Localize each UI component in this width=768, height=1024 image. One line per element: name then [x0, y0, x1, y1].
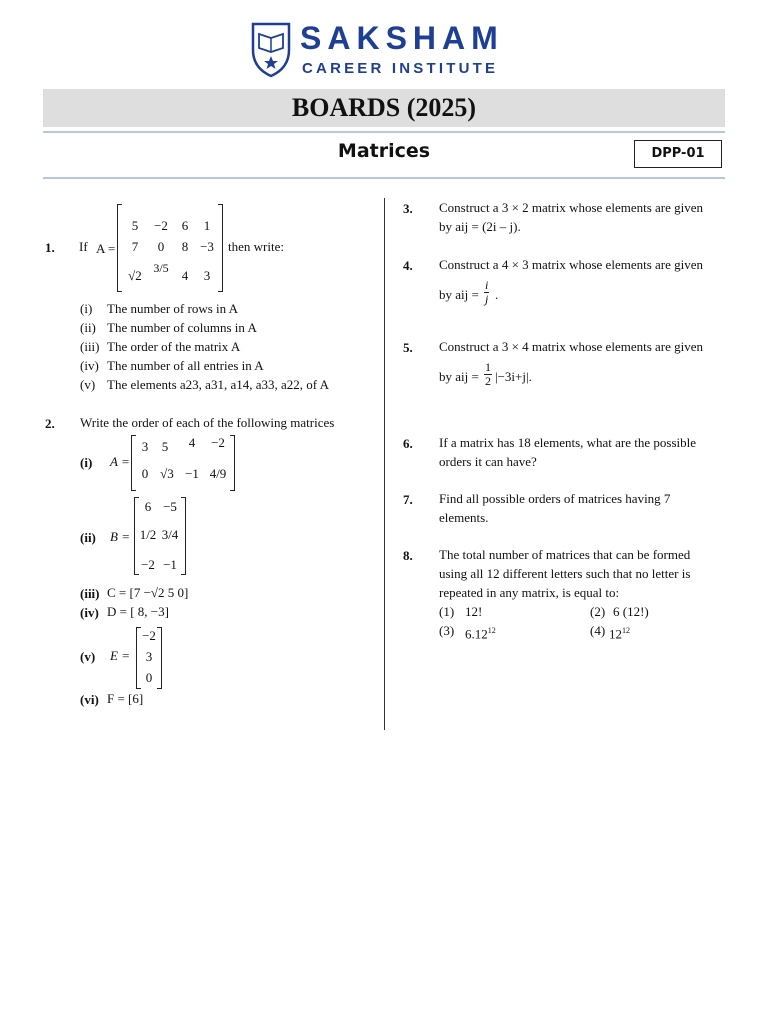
- matrix-cell: √3: [160, 466, 174, 481]
- matrix-cell: 1: [203, 218, 211, 233]
- q8-option-text: 6 (12!): [613, 604, 649, 619]
- q4-period: .: [495, 287, 499, 302]
- q2-v-matrix: [136, 627, 162, 689]
- matrix-cell: −3: [200, 239, 214, 254]
- q7-number: 7.: [403, 492, 413, 507]
- page-title: BOARDS (2025): [291, 93, 477, 122]
- q8-option-label: (1): [439, 604, 455, 619]
- matrix-cell-fraction: 3/4: [161, 527, 179, 542]
- q5-line-b: |−3i+j|.: [495, 369, 532, 384]
- q8-line: repeated in any matrix, is equal to:: [439, 585, 620, 600]
- q1-then: then write:: [228, 239, 284, 254]
- q1-item-label: (iii): [80, 339, 100, 354]
- matrix-cell-fraction: 3/5: [153, 261, 169, 275]
- matrix-cell-fraction: 4/9: [209, 466, 227, 481]
- matrix-cell: −1: [185, 466, 199, 481]
- q6-line: If a matrix has 18 elements, what are the possible: [439, 435, 697, 450]
- q3-line: Construct a 3 × 2 matrix whose elements are given: [439, 200, 704, 215]
- q2-iii-label: (iii): [80, 586, 100, 601]
- q1-item-text: The number of columns in A: [107, 320, 257, 335]
- q7-line: Find all possible orders of matrices having 7: [439, 491, 671, 506]
- column-divider: [384, 198, 385, 730]
- q1-matrix: [117, 204, 223, 292]
- q4-fraction: $\frac{i}{j}$: [485, 278, 489, 306]
- institute-logo-icon: [247, 20, 295, 78]
- matrix-cell: −2: [211, 435, 225, 450]
- matrix-cell: 3: [203, 268, 211, 283]
- matrix-cell: −1: [163, 557, 177, 572]
- q5-line: Construct a 3 × 4 matrix whose elements are given: [439, 339, 704, 354]
- subject-title: Matrices: [337, 140, 431, 162]
- matrix-cell: 3: [141, 439, 149, 454]
- matrix-cell: 4: [188, 435, 196, 450]
- matrix-cell: 6: [181, 218, 189, 233]
- q8-line: using all 12 different letters such that no letter is: [439, 566, 691, 581]
- q1-item-label: (i): [80, 301, 93, 316]
- q8-option-label: (2): [590, 604, 606, 619]
- q4-number: 4.: [403, 258, 413, 273]
- q2-ii-label: (ii): [80, 530, 96, 545]
- q2-vi-text: F = [6]: [107, 691, 144, 706]
- matrix-cell: 5: [161, 439, 169, 454]
- matrix-cell: 3: [145, 649, 153, 664]
- matrix-cell: √2: [128, 268, 142, 283]
- q8-option-text: 12!: [465, 604, 483, 619]
- q4-line: Construct a 4 × 3 matrix whose elements are given: [439, 257, 704, 272]
- q6-number: 6.: [403, 436, 413, 451]
- header-divider: [43, 131, 725, 133]
- q1-item-text: The order of the matrix A: [107, 339, 241, 354]
- q1-item-label: (v): [80, 377, 96, 392]
- matrix-cell: −2: [141, 557, 155, 572]
- q2-v-label: (v): [80, 649, 96, 664]
- q2-iv-text: D = [ 8, −3]: [107, 604, 169, 619]
- q1-lhs: A =: [96, 241, 116, 256]
- q5-fraction: $\frac{1}{2}$: [485, 360, 491, 388]
- brand-subtitle: CAREER INSTITUTE: [302, 60, 499, 77]
- q8-option-text: $12^{12}$: [609, 626, 630, 642]
- q1-if: If: [79, 239, 88, 254]
- q1-number: 1.: [45, 240, 55, 255]
- subject-divider: [43, 177, 725, 179]
- q2-vi-label: (vi): [80, 692, 99, 707]
- q1-item-text: The number of rows in A: [107, 301, 239, 316]
- q5-line: by aij =: [439, 369, 479, 384]
- q2-iv-label: (iv): [80, 605, 99, 620]
- q2-text: Write the order of each of the following matrices: [80, 415, 335, 430]
- q8-option-label: (4): [590, 623, 606, 638]
- q2-ii-lhs: B =: [110, 529, 130, 544]
- q6-line: orders it can have?: [439, 454, 537, 469]
- brand-name: SAKSHAM: [300, 20, 504, 56]
- q8-line: The total number of matrices that can be formed: [439, 547, 691, 562]
- matrix-cell: 8: [181, 239, 189, 254]
- q2-i-label: (i): [80, 455, 93, 470]
- q5-number: 5.: [403, 340, 413, 355]
- q3-number: 3.: [403, 201, 413, 216]
- q1-item-text: The elements a23, a31, a14, a33, a22, of A: [107, 377, 330, 392]
- q8-number: 8.: [403, 548, 413, 563]
- q2-number: 2.: [45, 416, 55, 431]
- matrix-cell: 0: [141, 466, 149, 481]
- q8-option-label: (3): [439, 623, 455, 638]
- matrix-cell: 0: [157, 239, 165, 254]
- matrix-cell-fraction: 1/2: [139, 527, 157, 542]
- q1-item-label: (ii): [80, 320, 96, 335]
- q2-i-lhs: A =: [110, 454, 130, 469]
- matrix-cell: 5: [131, 218, 139, 233]
- q1-item-text: The number of all entries in A: [107, 358, 264, 373]
- matrix-cell: −5: [163, 499, 177, 514]
- q4-line: by aij =: [439, 287, 479, 302]
- q8-option-text: 6.12$^{12}$: [465, 626, 496, 642]
- q2-iii-text: C = [7 −√2 5 0]: [107, 585, 189, 600]
- matrix-cell: −2: [142, 628, 156, 643]
- matrix-cell: 6: [144, 499, 152, 514]
- matrix-cell: −2: [154, 218, 168, 233]
- q1-item-label: (iv): [80, 358, 99, 373]
- q2-v-lhs: E =: [110, 648, 130, 663]
- q3-line: by aij = (2i – j).: [439, 219, 521, 234]
- q2-i-matrix: [131, 435, 235, 491]
- q2-ii-matrix: [134, 497, 186, 575]
- matrix-cell: 0: [145, 670, 153, 685]
- matrix-cell: 4: [181, 268, 189, 283]
- dpp-badge: DPP-01: [634, 140, 722, 168]
- q7-line: elements.: [439, 510, 489, 525]
- matrix-cell: 7: [131, 239, 139, 254]
